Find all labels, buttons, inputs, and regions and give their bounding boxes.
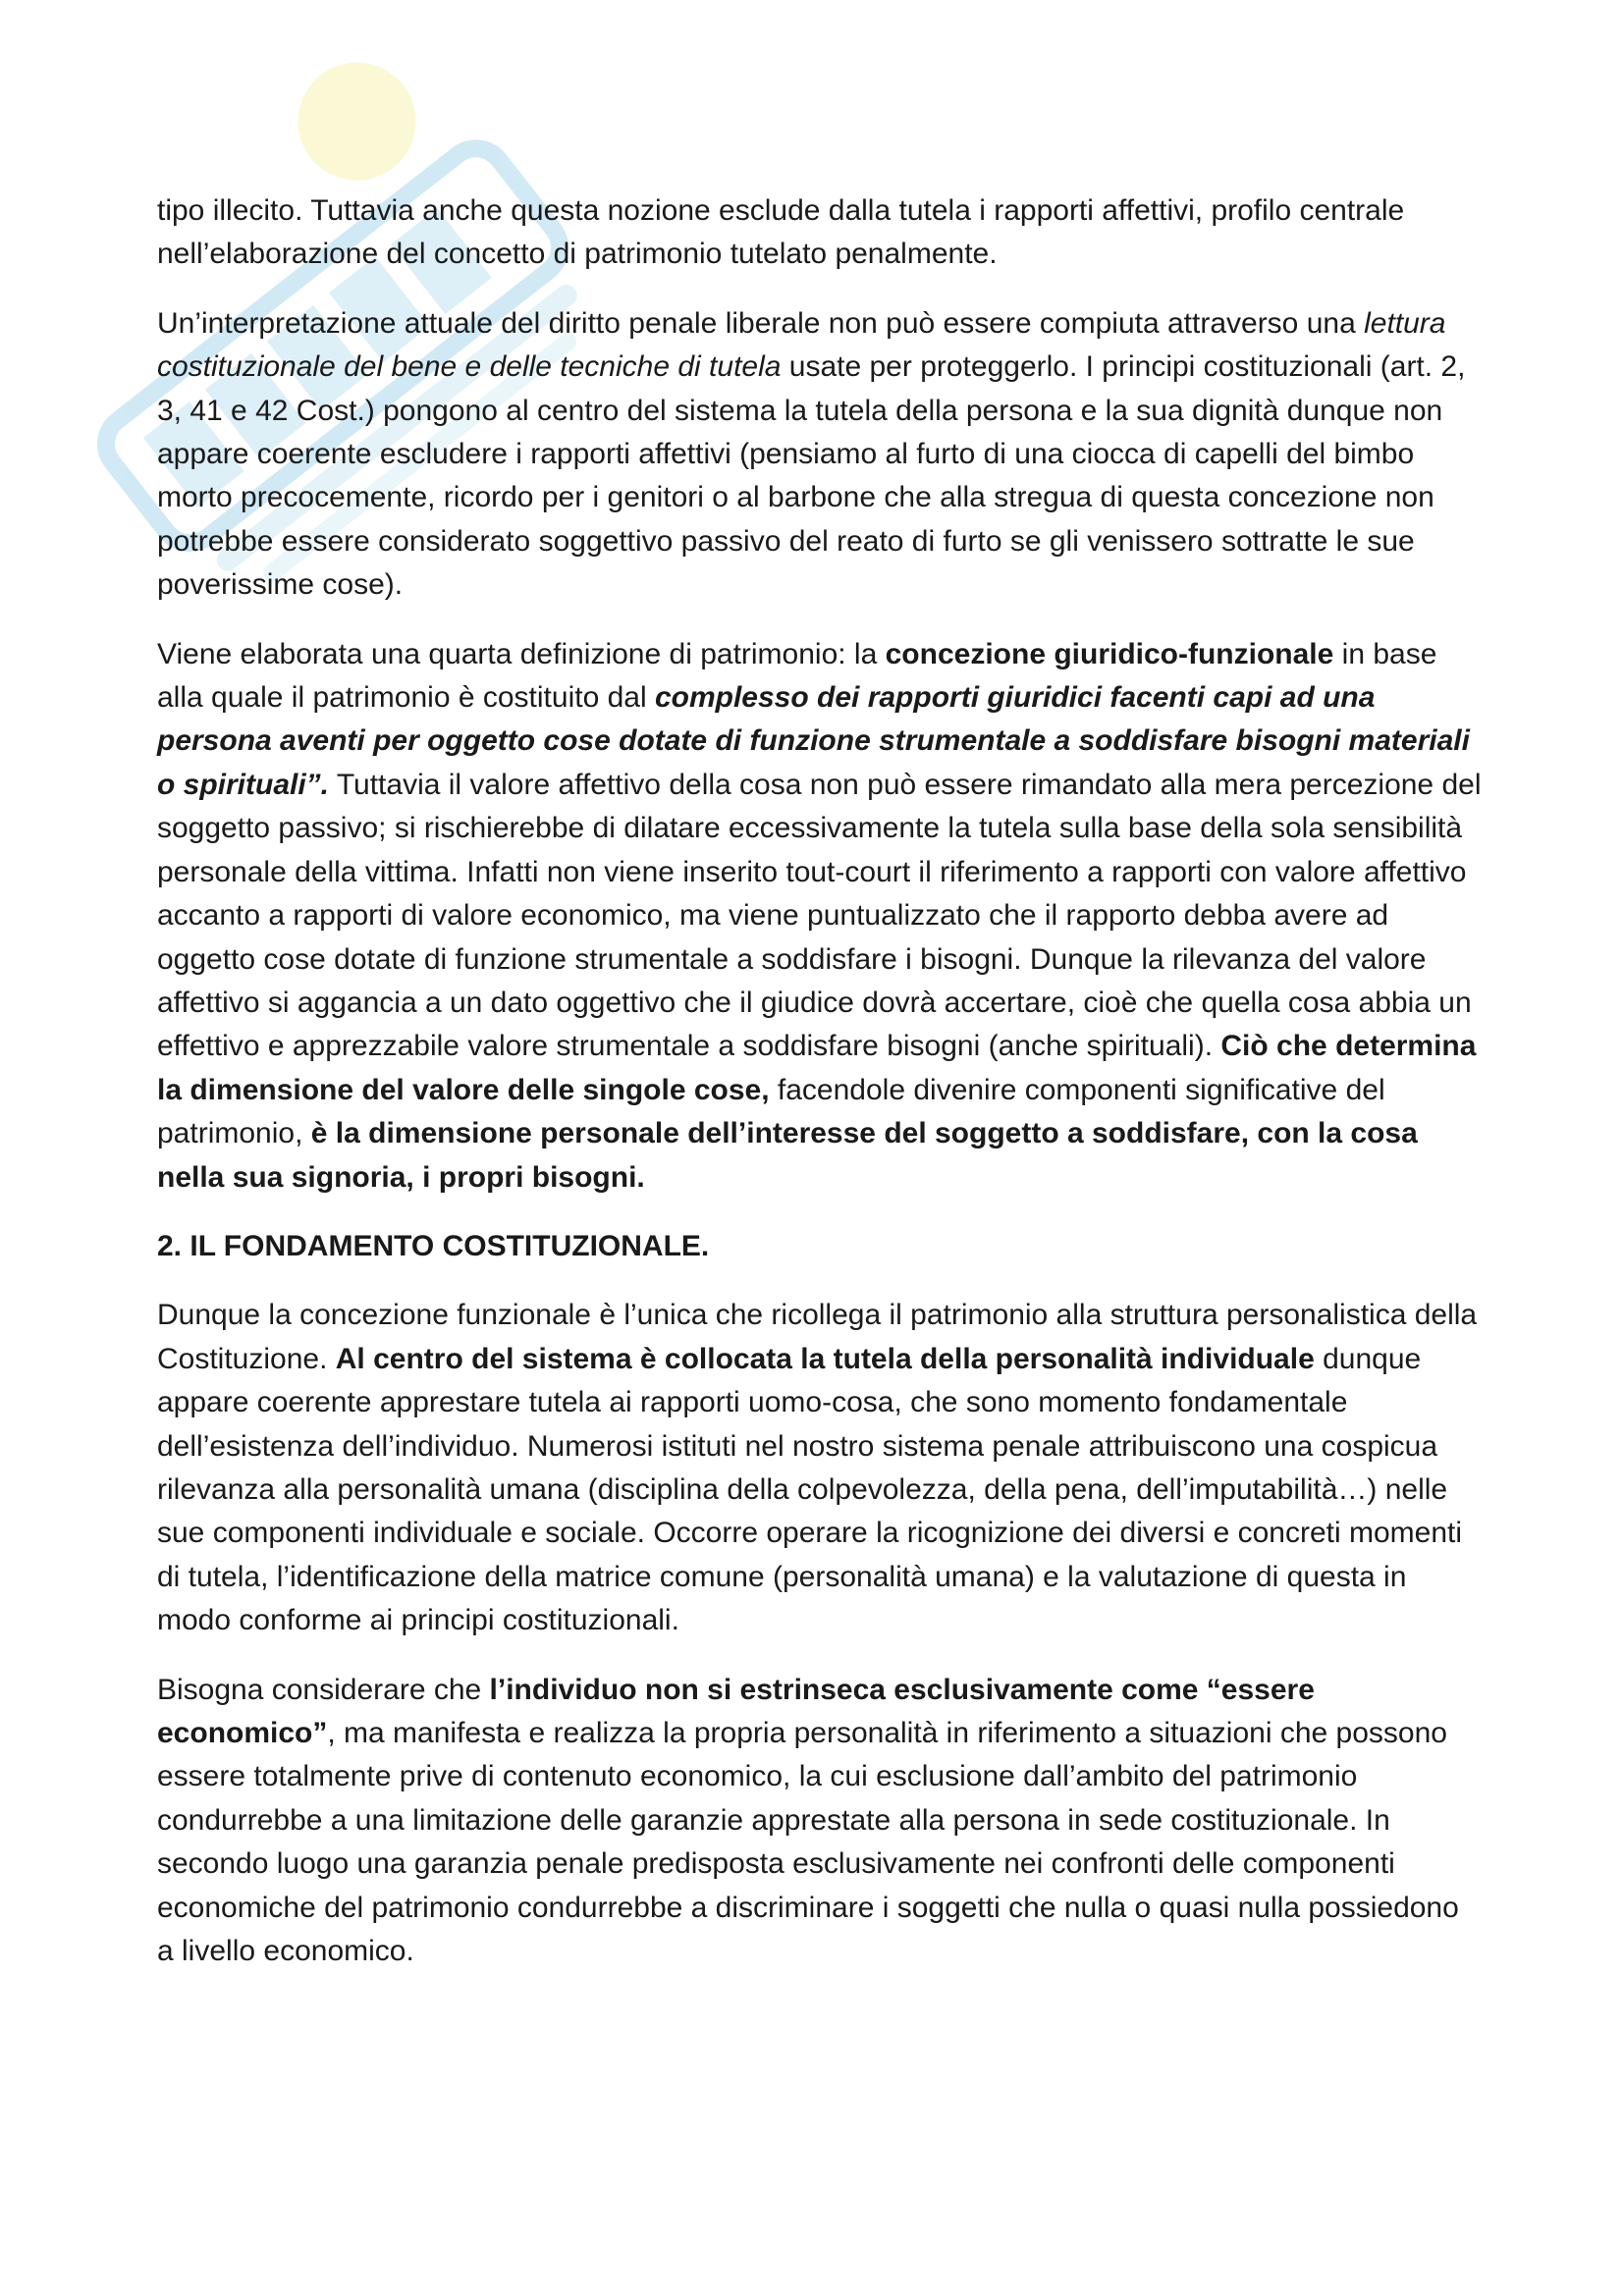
text-segment: Un’interpretazione attuale del diritto penale liberale non può essere compiuta attraverso una [157,306,1365,340]
section-heading [157,1225,1483,1268]
paragraph [157,1669,1483,1974]
text-segment: 2. IL FONDAMENTO COSTITUZIONALE. [157,1229,710,1262]
text-segment: complesso dei rapporti giuridici facenti capi ad una persona aventi per oggetto cose dotate di funzione strumentale a soddisfare bisogni materiali o spirituali”. [157,681,1470,801]
paragraph [157,302,1483,608]
text-segment: Dunque la concezione funzionale è l’unica che ricollega il patrimonio alla struttura personalistica della Costituzione. [157,1299,1478,1375]
text-segment: usate per proteggerlo. I principi costituzionali (art. 2, 3, 41 e 42 Cost.) pongono al centro del sistema la tutela della persona e la sua dignità dunque non appare coerente escludere i rapporti affettivi (pensiamo al furto di una ciocca di capelli del bimbo morto precocemente, ricordo per i genitori o al barbone che alla stregua di questa concezione non potrebbe essere considerato soggettivo passivo del reato di furto se gli venissero sottratte le sue poverissime cose). [157,350,1466,602]
text-segment: concezione giuridico-funzionale [885,637,1334,670]
text-segment: dunque appare coerente apprestare tutela ai rapporti uomo-cosa, che sono momento fondamentale dell’esistenza dell’individuo. Numerosi istituti nel nostro sistema penale attribuiscono una cospicua rilevanza alla personalità umana (disciplina della colpevolezza, della pena, dell’imputabilità…) nelle sue componenti individuale e sociale. Occorre operare la ricognizione dei diversi e concreti momenti di tutela, l’identificazione della matrice comune (personalità umana) e la valutazione di questa in modo conforme ai principi costituzionali. [157,1342,1463,1637]
text-segment: Viene elaborata una quarta definizione di patrimonio: la [157,637,886,670]
text-segment: tipo illecito. Tuttavia anche questa nozione esclude dalla tutela i rapporti affettivi, profilo centrale nell’elaborazione del concetto di patrimonio tutelato penalmente. [157,194,1405,271]
text-segment: Al centro del sistema è collocata la tutela della personalità individuale [335,1342,1315,1375]
text-segment: facendole divenire componenti significative del patrimonio, [157,1073,1385,1150]
paragraph [157,189,1483,277]
text-segment: lettura costituzionale del bene e delle tecniche di tutela [157,306,1446,384]
text-segment: l’individuo non si estrinseca esclusivamente come “essere economico” [157,1673,1315,1749]
text-segment: in base alla quale il patrimonio è costituito dal [157,637,1437,715]
text-segment: , ma manifesta e realizza la propria personalità in riferimento a situazioni che possono essere totalmente prive di contenuto economico, la cui esclusione dall’ambito del patrimonio condurrebbe a una limitazione delle garanzie apprestate alla persona in sede costituzionale. In secondo luogo una garanzia penale predisposta esclusivamente nei confronti delle componenti economiche del patrimonio condurrebbe a discriminare i soggetti che nulla o quasi nulla possiedono a livello economico. [157,1717,1459,1968]
text-segment: Tuttavia il valore affettivo della cosa non può essere rimandato alla mera percezione del soggetto passivo; si rischierebbe di dilatare eccessivamente la tutela sulla base della sola sensibilità personale della vittima. Infatti non viene inserito tout-court il riferimento a rapporti con valore affettivo accanto a rapporti di valore economico, ma viene puntualizzato che il rapporto debba avere ad oggetto cose dotate di funzione strumentale a soddisfare i bisogni. Dunque la rilevanza del valore affettivo si aggancia a un dato oggettivo che il giudice dovrà accertare, cioè che quella cosa abbia un effettivo e apprezzabile valore strumentale a soddisfare bisogni (anche spirituali). [157,768,1482,1063]
text-segment: è la dimensione personale dell’interesse del soggetto a soddisfare, con la cosa nella sua signoria, i propri bisogni. [157,1117,1418,1194]
document-body [157,189,1483,1999]
paragraph [157,633,1483,1200]
paragraph [157,1294,1483,1642]
text-segment: Bisogna considerare che [157,1673,490,1706]
text-segment: Ciò che determina la dimensione del valore delle singole cose, [157,1030,1477,1106]
